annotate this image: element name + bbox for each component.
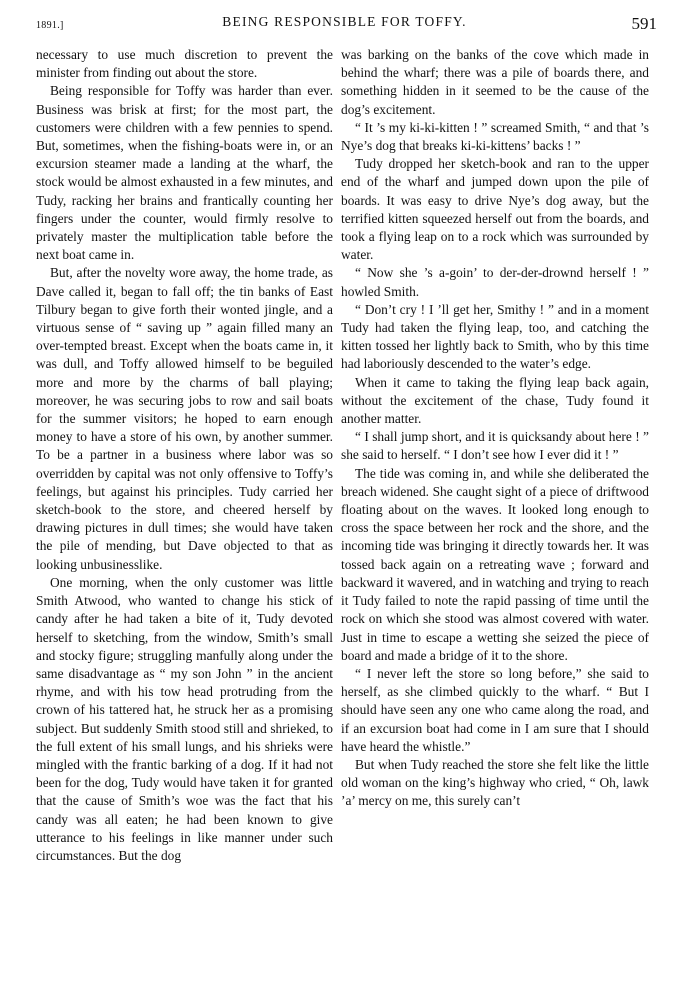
- paragraph: Tudy dropped her sketch-book and ran to the upper end of the wharf and jumped down upon the pile of boards. It was easy to drive Nye’s dog away, but the terrified kitten squeezed herself out from the boards, and took a flying leap on to a rock which was surrounded by water.: [341, 156, 649, 263]
- header-date: 1891.]: [36, 20, 64, 31]
- paragraph: “ Don’t cry ! I ’ll get her, Smithy ! ” and in a moment Tudy had taken the flying leap, too, and catching the kitten tossed her lightly back to Smith, who by this time had laboriously descended to the water’s edge.: [341, 301, 649, 372]
- paragraph: But, after the novelty wore away, the home trade, as Dave called it, began to fall off; the tin banks of East Tilbury began to give forth their wonted jingle, and a virtuous sense of “ saving up ” again filled many an over-tempted breast. Except when the boats came in, it was dull, and Toffy allowed himself to be beguiled more and more by the charms of ball playing; moreover, he was securing jobs to row and sail boats for the summer visitors; he hoped to earn enough money to have a store of his own, by another summer. To be a partner in a business where labor was so overridden by capital was not only offensive to Toffy’s feelings, but against his principles. Tudy carried her sketch-book to the store, and cheered herself by drawing pictures in dull times; she would have taken the pile of mending, but Dave objected to that as looking unbusinesslike.: [36, 265, 333, 572]
- paragraph: “ I never left the store so long before,” she said to herself, as she climbed quickly to the wharf. “ But I should have seen any one who came along the road, and if an excursion boat had come in I am sure that I should have heard the whistle.”: [341, 665, 649, 754]
- right-column: [341, 46, 649, 811]
- paragraph: “ It ’s my ki-ki-kitten ! ” screamed Smith, “ and that ’s Nye’s dog that breaks ki-ki-kittens’ backs ! ”: [341, 119, 649, 154]
- paragraph: necessary to use much discretion to prevent the minister from finding out about the store.: [36, 47, 333, 81]
- paragraph: The tide was coming in, and while she deliberated the breach widened. She caught sight of a piece of driftwood floating about on the waves. It looked long enough to cross the space between her rock and the shore, and the incoming tide was bringing it directly towards her. It was tossed back again on a retreating wave ; forward and backward it wavered, and in watching and trying to reach it Tudy failed to note the rapid passing of time until the rock on which she stood was almost covered with water. Just in time to escape a wetting she seized the piece of board and made a bridge of it to the shore.: [341, 465, 649, 663]
- paragraph: Being responsible for Toffy was harder than ever. Business was brisk at first; for the most part, the customers were children with a few pennies to spend. But, sometimes, when the fishing-boats were in, or an excursion steamer made a landing at the wharf, the stock would be almost exhausted in a few minutes, and Tudy, racking her brains and frantically counting her fingers under the counter, would firmly resolve to privately master the multiplication table before the next boat came in.: [36, 83, 333, 263]
- running-head: [0, 0, 689, 32]
- paragraph: When it came to taking the flying leap back again, without the excitement of the chase, Tudy found it another matter.: [341, 374, 649, 427]
- paragraph: was barking on the banks of the cove which made in behind the wharf; there was a pile of boards there, and something hidden in it seemed to be the cause of the dog’s excitement.: [341, 47, 649, 117]
- header-title: BEING RESPONSIBLE FOR TOFFY.: [222, 14, 467, 29]
- left-column: [36, 46, 333, 865]
- paragraph: One morning, when the only customer was little Smith Atwood, who wanted to change his stick of candy after he had taken a bite of it, Tudy devoted herself to sketching, from the window, Smith’s small and stocky figure; struggling manfully along under the same disadvantage as “ my son John ” in the ancient rhyme, and with his tow head protruding from the crown of his tattered hat, he struck her as a promising subject. But suddenly Smith stood still and shrieked, to the full extent of his small lungs, and his shrieks were mingled with the frantic barking of a dog. If it had not been for the dog, Tudy would have taken it for granted that the cause of Smith’s woe was the fact that his candy was all eaten; he had been known to give utterance to his feelings in like manner under such circumstances. But the dog: [36, 574, 333, 863]
- page-number: 591: [631, 14, 657, 33]
- paragraph: But when Tudy reached the store she felt like the little old woman on the king’s highway who cried, “ Oh, lawk ’a’ mercy on me, this surely can’t: [341, 756, 649, 809]
- paragraph: “ I shall jump short, and it is quicksandy about here ! ” she said to herself. “ I don’t see how I ever did it ! ”: [341, 429, 649, 463]
- paragraph: “ Now she ’s a-goin’ to der-der-drownd herself ! ” howled Smith.: [341, 265, 649, 299]
